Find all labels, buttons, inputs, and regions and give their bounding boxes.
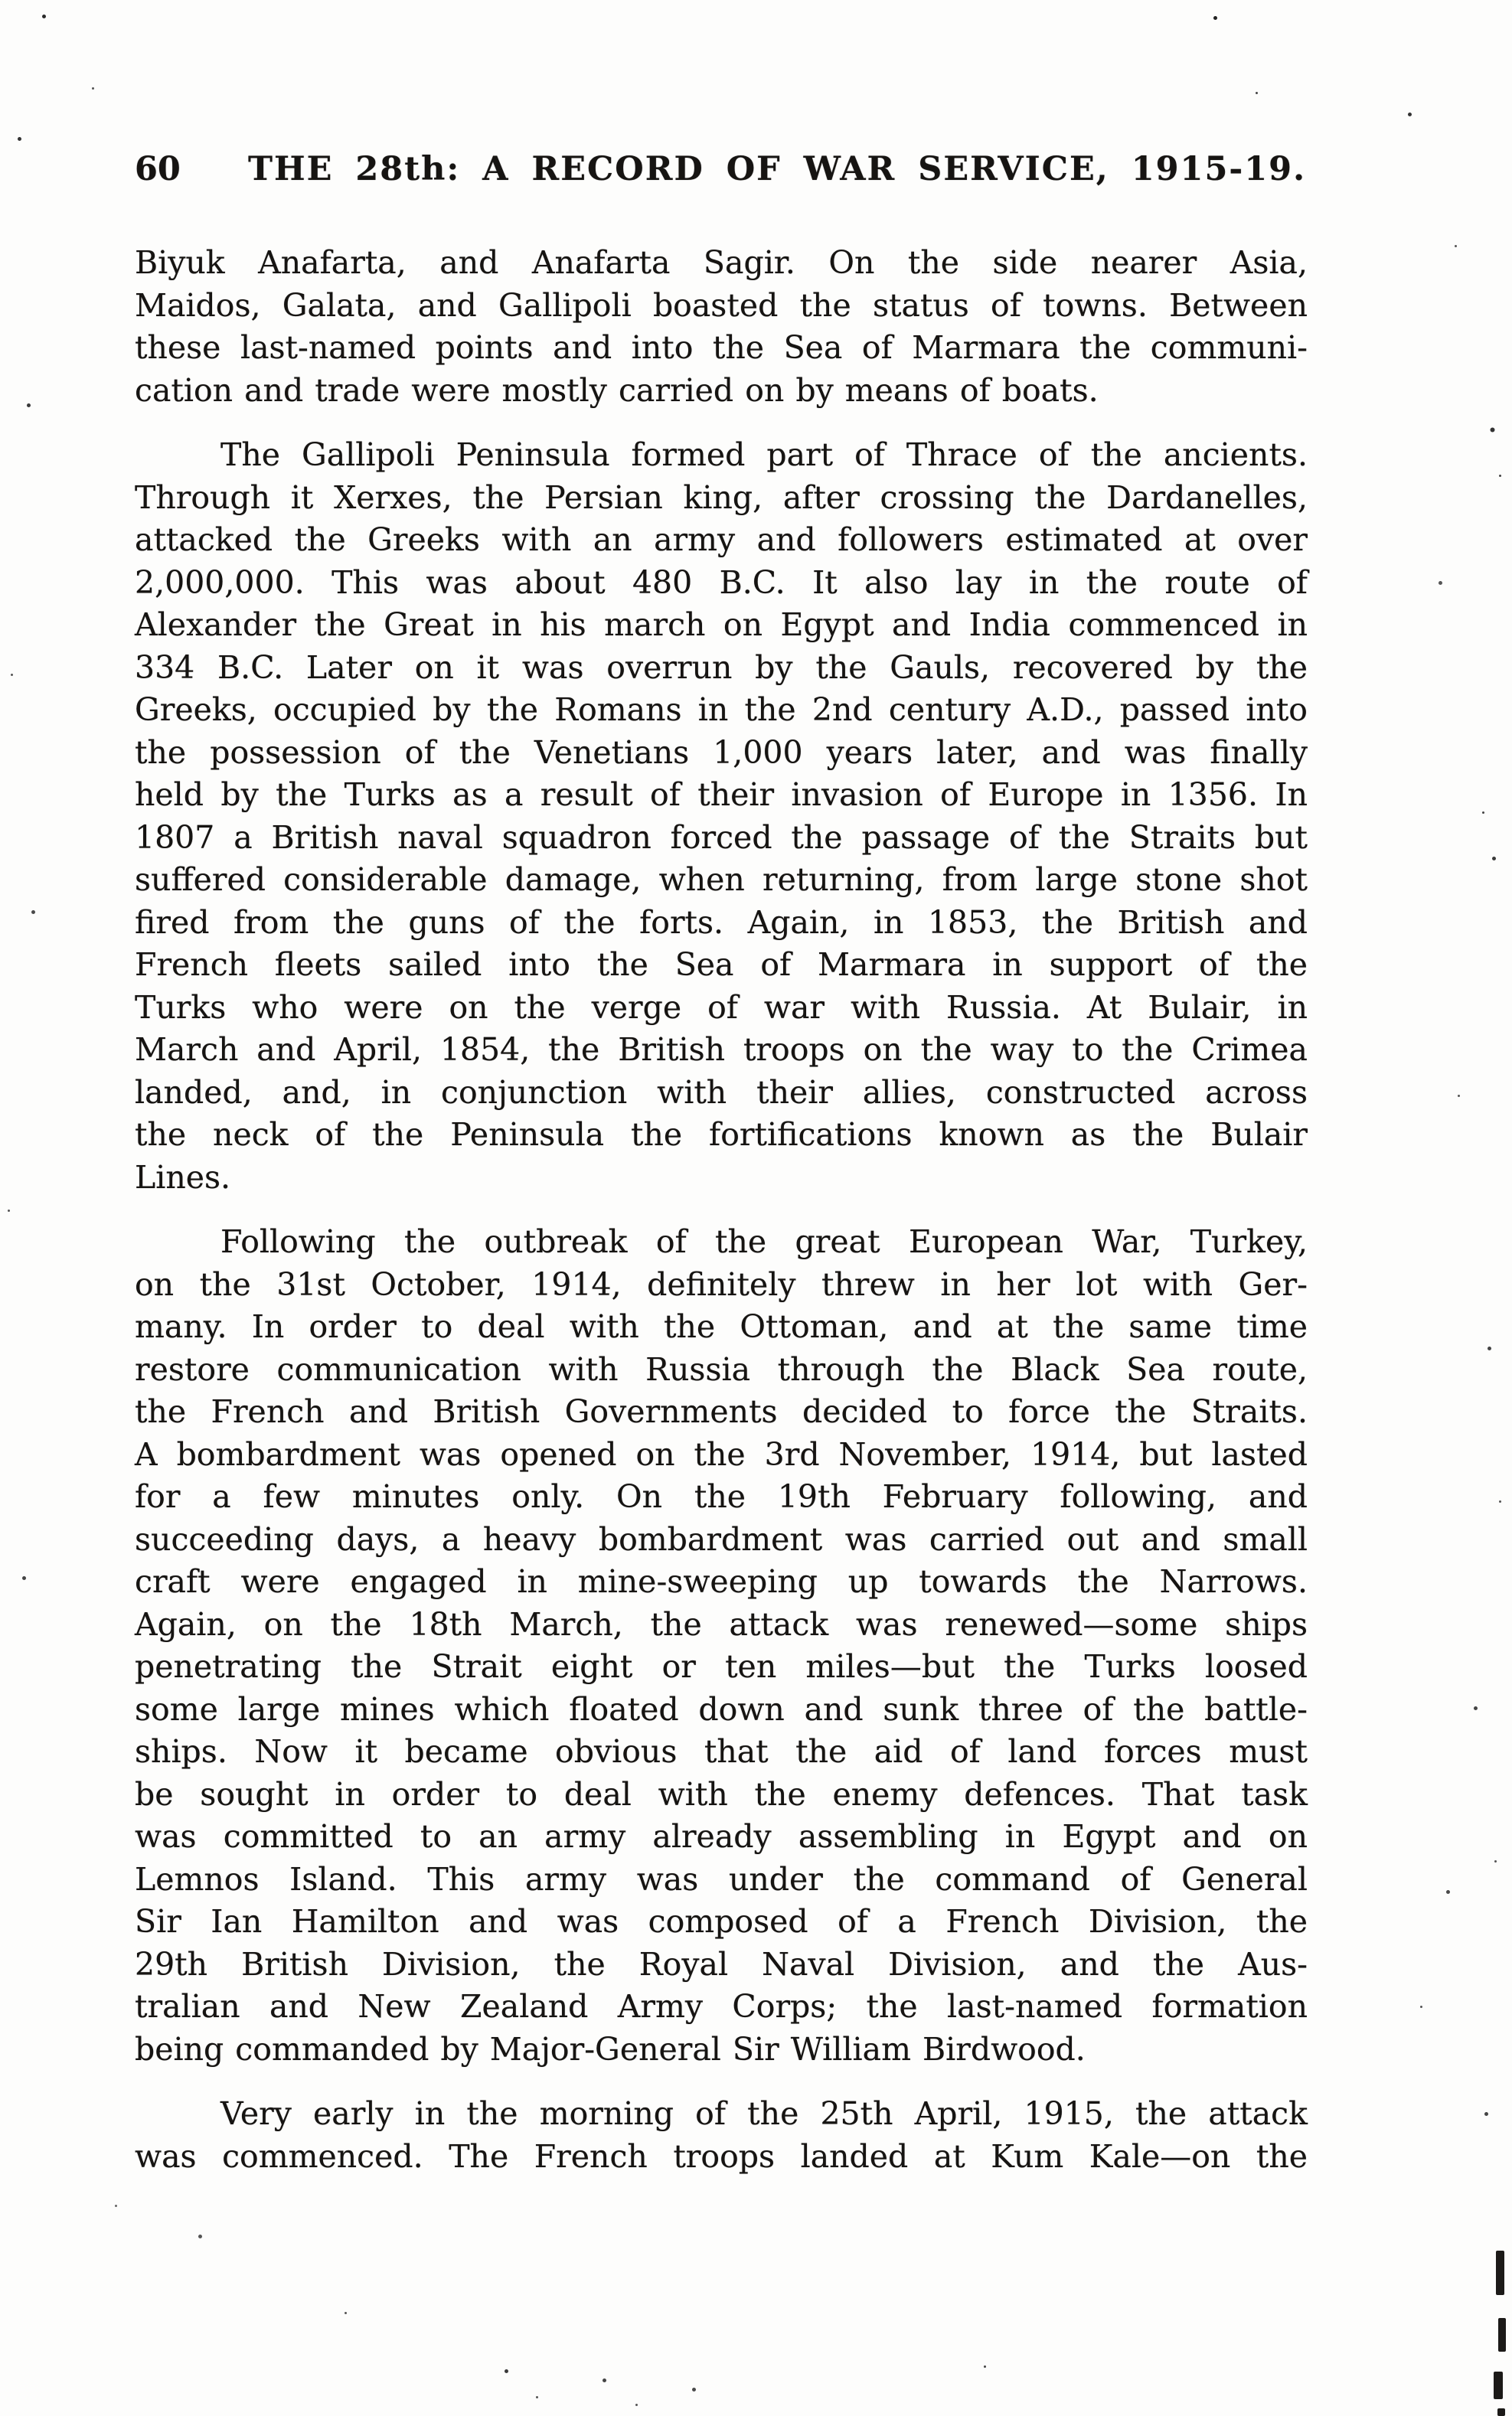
text-line: Alexander the Great in his march on Egypt and India commenced in	[135, 606, 1308, 643]
text-line: 1807 a British naval squadron forced the passage of the Straits but	[135, 818, 1308, 856]
text-line: 334 B.C. Later on it was overrun by the Gauls, recovered by the	[135, 648, 1308, 686]
text-line: Again, on the 18th March, the attack was renewed—some ships	[135, 1605, 1308, 1643]
page-body	[135, 242, 1308, 2178]
scan-speckles	[0, 0, 2, 2]
text-line: fired from the guns of the forts. Again, in 1853, the British and	[135, 903, 1308, 941]
page-number: 60	[135, 150, 181, 188]
paragraph	[135, 1221, 1308, 2071]
text-line: cation and trade were mostly carried on by means of boats.	[135, 371, 1099, 409]
text-line: March and April, 1854, the British troops on the way to the Crimea	[135, 1031, 1308, 1068]
text-line: craft were engaged in mine-sweeping up towards the Narrows.	[135, 1563, 1308, 1600]
text-line: the neck of the Peninsula the fortifications known as the Bulair	[135, 1116, 1308, 1153]
text-line: succeeding days, a heavy bombardment was carried out and small	[135, 1520, 1308, 1558]
text-line: penetrating the Strait eight or ten miles—but the Turks loosed	[135, 1648, 1308, 1685]
text-line: tralian and New Zealand Army Corps; the last-named formation	[135, 1988, 1308, 2025]
text-line: was commenced. The French troops landed at Kum Kale—on the	[135, 2137, 1308, 2175]
scan-artifact	[1496, 2251, 1504, 2295]
text-line: was committed to an army already assembling in Egypt and on	[135, 1818, 1308, 1855]
text-line: Biyuk Anafarta, and Anafarta Sagir. On the side nearer Asia,	[135, 244, 1308, 281]
text-line: restore communication with Russia through the Black Sea route,	[135, 1350, 1308, 1388]
text-line: Through it Xerxes, the Persian king, after crossing the Dardanelles,	[135, 478, 1308, 516]
text-line: for a few minutes only. On the 19th February following, and	[135, 1478, 1308, 1515]
text-line: Lemnos Island. This army was under the command of General	[135, 1860, 1308, 1898]
text-line: suffered considerable damage, when returning, from large stone shot	[135, 861, 1308, 898]
text-line: these last-named points and into the Sea of Marmara the communi-	[135, 329, 1308, 366]
text-line: 29th British Division, the Royal Naval Division, and the Aus-	[135, 1945, 1308, 1983]
text-line: some large mines which floated down and sunk three of the battle-	[135, 1690, 1308, 1728]
text-line: attacked the Greeks with an army and followers estimated at over	[135, 521, 1308, 558]
text-line: Very early in the morning of the 25th April, 1915, the attack	[220, 2095, 1308, 2132]
text-line: The Gallipoli Peninsula formed part of Thrace of the ancients.	[220, 436, 1308, 473]
text-line: Sir Ian Hamilton and was composed of a French Division, the	[135, 1903, 1308, 1940]
text-line: the French and British Governments decided to force the Straits.	[135, 1393, 1308, 1430]
text-line: French fleets sailed into the Sea of Marmara in support of the	[135, 946, 1308, 983]
text-line: Turks who were on the verge of war with Russia. At Bulair, in	[135, 988, 1308, 1026]
text-line: being commanded by Major-General Sir William Birdwood.	[135, 2030, 1086, 2068]
text-line: Greeks, occupied by the Romans in the 2nd century A.D., passed into	[135, 691, 1308, 728]
text-line: the possession of the Venetians 1,000 years later, and was finally	[135, 733, 1308, 771]
text-line: landed, and, in conjunction with their allies, constructed across	[135, 1073, 1308, 1111]
text-line: on the 31st October, 1914, definitely threw in her lot with Ger-	[135, 1265, 1308, 1303]
running-header	[135, 150, 1308, 188]
page-title: THE 28th: A RECORD OF WAR SERVICE, 1915-19.	[248, 150, 1307, 188]
text-line: be sought in order to deal with the enemy defences. That task	[135, 1775, 1308, 1813]
text-line: ships. Now it became obvious that the aid of land forces must	[135, 1733, 1308, 1770]
text-line: A bombardment was opened on the 3rd November, 1914, but lasted	[135, 1435, 1308, 1473]
page-content	[135, 150, 1308, 2178]
text-line: Maidos, Galata, and Gallipoli boasted the status of towns. Between	[135, 286, 1308, 324]
scan-artifact	[1498, 2318, 1506, 2352]
paragraph	[135, 242, 1308, 412]
text-line: 2,000,000. This was about 480 B.C. It also lay in the route of	[135, 563, 1308, 601]
text-line: held by the Turks as a result of their invasion of Europe in 1356. In	[135, 776, 1308, 813]
text-line: Lines.	[135, 1158, 231, 1196]
scan-artifact	[1494, 2372, 1503, 2399]
text-line: Following the outbreak of the great European War, Turkey,	[220, 1223, 1308, 1260]
paragraph	[135, 2093, 1308, 2178]
text-line: many. In order to deal with the Ottoman, and at the same time	[135, 1308, 1308, 1345]
paragraph	[135, 434, 1308, 1199]
scan-artifact	[1497, 2408, 1505, 2416]
